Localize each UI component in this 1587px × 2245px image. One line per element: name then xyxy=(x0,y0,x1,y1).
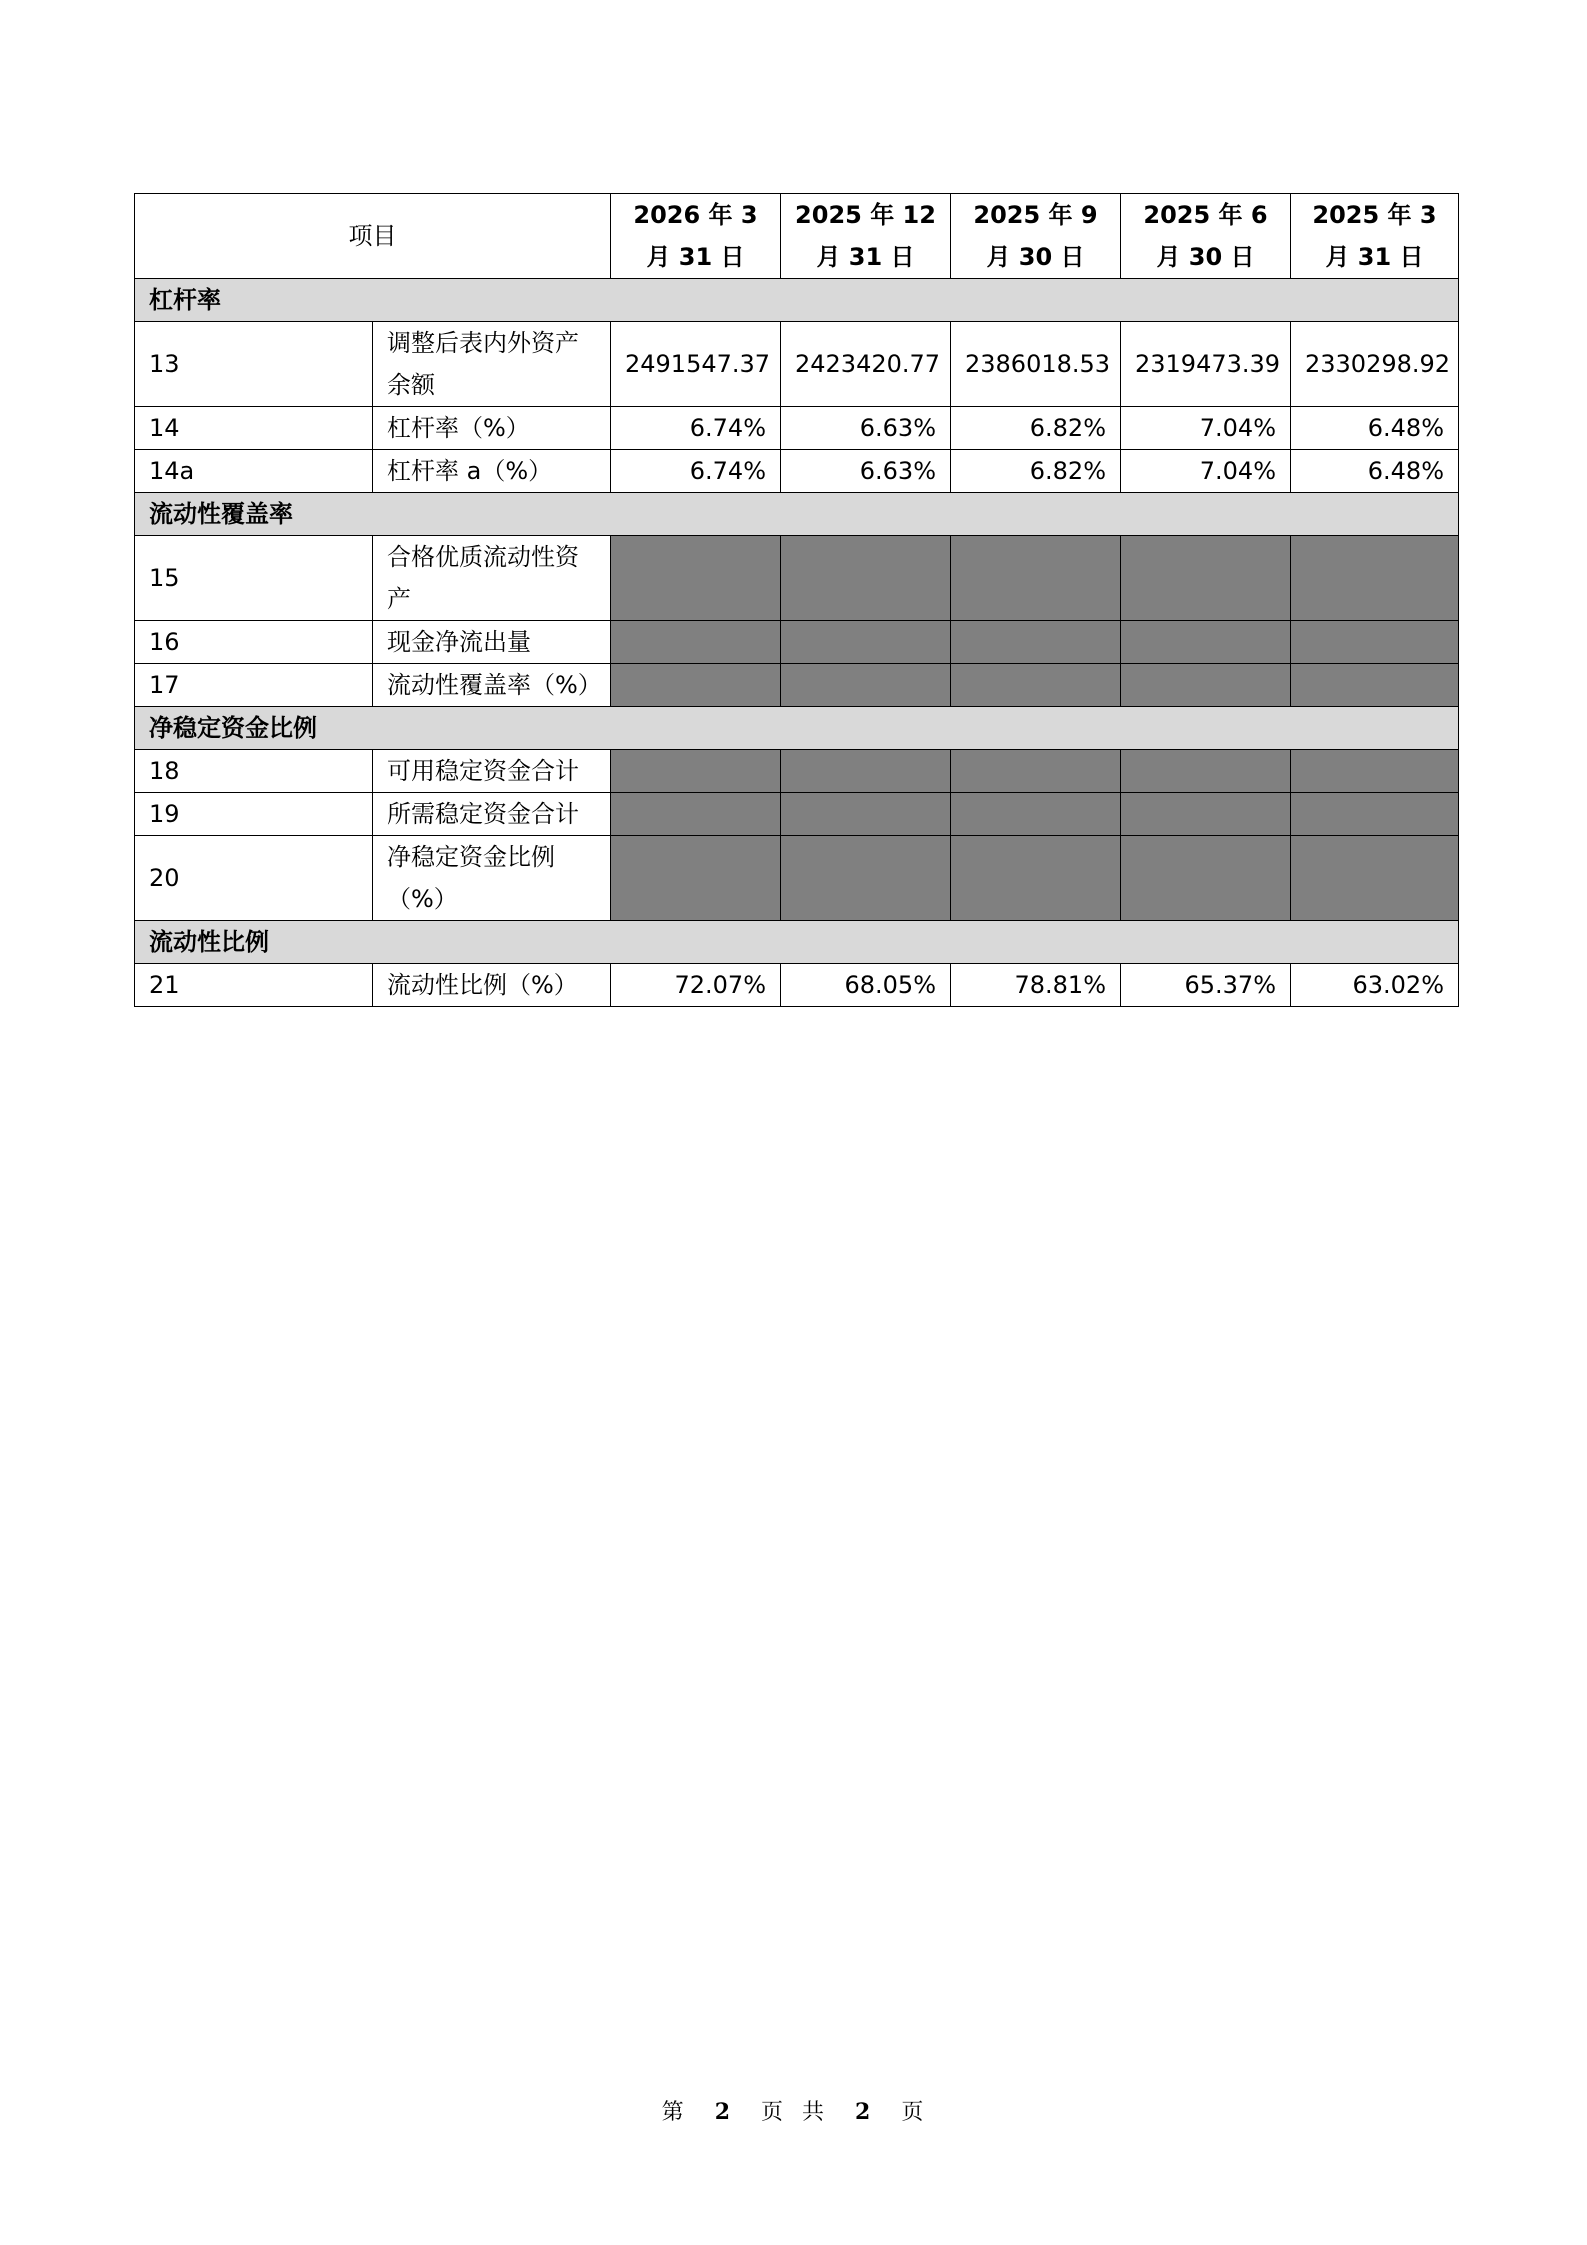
shaded-cell xyxy=(951,621,1121,664)
value-cell: 63.02% xyxy=(1291,964,1459,1007)
shaded-cell xyxy=(1121,621,1291,664)
value-cell: 6.63% xyxy=(781,407,951,450)
shaded-cell xyxy=(781,621,951,664)
value-cell: 2423420.77 xyxy=(781,322,951,407)
value-cell: 2386018.53 xyxy=(951,322,1121,407)
value-cell: 2491547.37 xyxy=(611,322,781,407)
value-cell: 6.74% xyxy=(611,407,781,450)
row-number: 15 xyxy=(135,536,373,621)
shaded-cell xyxy=(951,664,1121,707)
shaded-cell xyxy=(951,836,1121,921)
value-cell: 6.82% xyxy=(951,450,1121,493)
shaded-cell xyxy=(1291,750,1459,793)
value-cell: 2330298.92 xyxy=(1291,322,1459,407)
table-row xyxy=(135,964,1459,1007)
shaded-cell xyxy=(781,750,951,793)
value-cell: 6.48% xyxy=(1291,450,1459,493)
row-label: 流动性覆盖率（%） xyxy=(373,664,611,707)
value-cell: 72.07% xyxy=(611,964,781,1007)
shaded-cell xyxy=(1121,536,1291,621)
row-number: 14 xyxy=(135,407,373,450)
row-label: 合格优质流动性资产 xyxy=(373,536,611,621)
shaded-cell xyxy=(611,750,781,793)
shaded-cell xyxy=(781,836,951,921)
shaded-cell xyxy=(781,664,951,707)
table-row xyxy=(135,322,1459,407)
row-number: 17 xyxy=(135,664,373,707)
section-row-leverage xyxy=(135,279,1459,322)
shaded-cell xyxy=(1291,793,1459,836)
row-number: 20 xyxy=(135,836,373,921)
shaded-cell xyxy=(611,793,781,836)
row-number: 14a xyxy=(135,450,373,493)
row-number: 16 xyxy=(135,621,373,664)
row-number: 21 xyxy=(135,964,373,1007)
shaded-cell xyxy=(611,836,781,921)
value-cell: 7.04% xyxy=(1121,450,1291,493)
row-label: 可用稳定资金合计 xyxy=(373,750,611,793)
shaded-cell xyxy=(1291,664,1459,707)
date-column-header: 2025 年 9 月 30 日 xyxy=(951,194,1121,279)
table-row xyxy=(135,621,1459,664)
date-column-header: 2025 年 6 月 30 日 xyxy=(1121,194,1291,279)
value-cell: 78.81% xyxy=(951,964,1121,1007)
page-footer xyxy=(0,2095,1587,2126)
header-row xyxy=(135,194,1459,279)
value-cell: 6.63% xyxy=(781,450,951,493)
row-label: 杠杆率（%） xyxy=(373,407,611,450)
table-row xyxy=(135,407,1459,450)
row-label: 流动性比例（%） xyxy=(373,964,611,1007)
shaded-cell xyxy=(1121,664,1291,707)
report-table xyxy=(134,193,1459,1007)
current-page-number: 2 xyxy=(714,2099,732,2125)
row-number: 13 xyxy=(135,322,373,407)
table-row xyxy=(135,750,1459,793)
value-cell: 6.48% xyxy=(1291,407,1459,450)
row-label: 调整后表内外资产余额 xyxy=(373,322,611,407)
table-row xyxy=(135,836,1459,921)
table-row xyxy=(135,536,1459,621)
table-row xyxy=(135,793,1459,836)
total-page-number: 2 xyxy=(855,2099,873,2125)
row-number: 19 xyxy=(135,793,373,836)
footer-suffix: 页 xyxy=(901,2100,926,2125)
table-row xyxy=(135,664,1459,707)
row-label: 净稳定资金比例（%） xyxy=(373,836,611,921)
date-column-header: 2026 年 3 月 31 日 xyxy=(611,194,781,279)
section-title: 流动性覆盖率 xyxy=(135,493,1459,536)
shaded-cell xyxy=(1291,836,1459,921)
section-title: 流动性比例 xyxy=(135,921,1459,964)
value-cell: 6.74% xyxy=(611,450,781,493)
section-title: 杠杆率 xyxy=(135,279,1459,322)
footer-middle: 页 共 xyxy=(761,2100,826,2125)
shaded-cell xyxy=(1291,621,1459,664)
section-row-liquidity-ratio xyxy=(135,921,1459,964)
section-title: 净稳定资金比例 xyxy=(135,707,1459,750)
value-cell: 68.05% xyxy=(781,964,951,1007)
row-number: 18 xyxy=(135,750,373,793)
value-cell: 2319473.39 xyxy=(1121,322,1291,407)
shaded-cell xyxy=(1121,793,1291,836)
value-cell: 65.37% xyxy=(1121,964,1291,1007)
shaded-cell xyxy=(781,793,951,836)
table-row xyxy=(135,450,1459,493)
value-cell: 6.82% xyxy=(951,407,1121,450)
shaded-cell xyxy=(1121,836,1291,921)
row-label: 所需稳定资金合计 xyxy=(373,793,611,836)
shaded-cell xyxy=(1291,536,1459,621)
date-column-header: 2025 年 3 月 31 日 xyxy=(1291,194,1459,279)
row-label: 杠杆率 a（%） xyxy=(373,450,611,493)
footer-prefix: 第 xyxy=(661,2100,686,2125)
shaded-cell xyxy=(781,536,951,621)
item-column-header: 项目 xyxy=(135,194,611,279)
row-label: 现金净流出量 xyxy=(373,621,611,664)
date-column-header: 2025 年 12 月 31 日 xyxy=(781,194,951,279)
shaded-cell xyxy=(611,664,781,707)
shaded-cell xyxy=(951,793,1121,836)
shaded-cell xyxy=(611,536,781,621)
section-row-nsfr xyxy=(135,707,1459,750)
shaded-cell xyxy=(951,750,1121,793)
value-cell: 7.04% xyxy=(1121,407,1291,450)
shaded-cell xyxy=(951,536,1121,621)
shaded-cell xyxy=(611,621,781,664)
shaded-cell xyxy=(1121,750,1291,793)
section-row-lcr xyxy=(135,493,1459,536)
